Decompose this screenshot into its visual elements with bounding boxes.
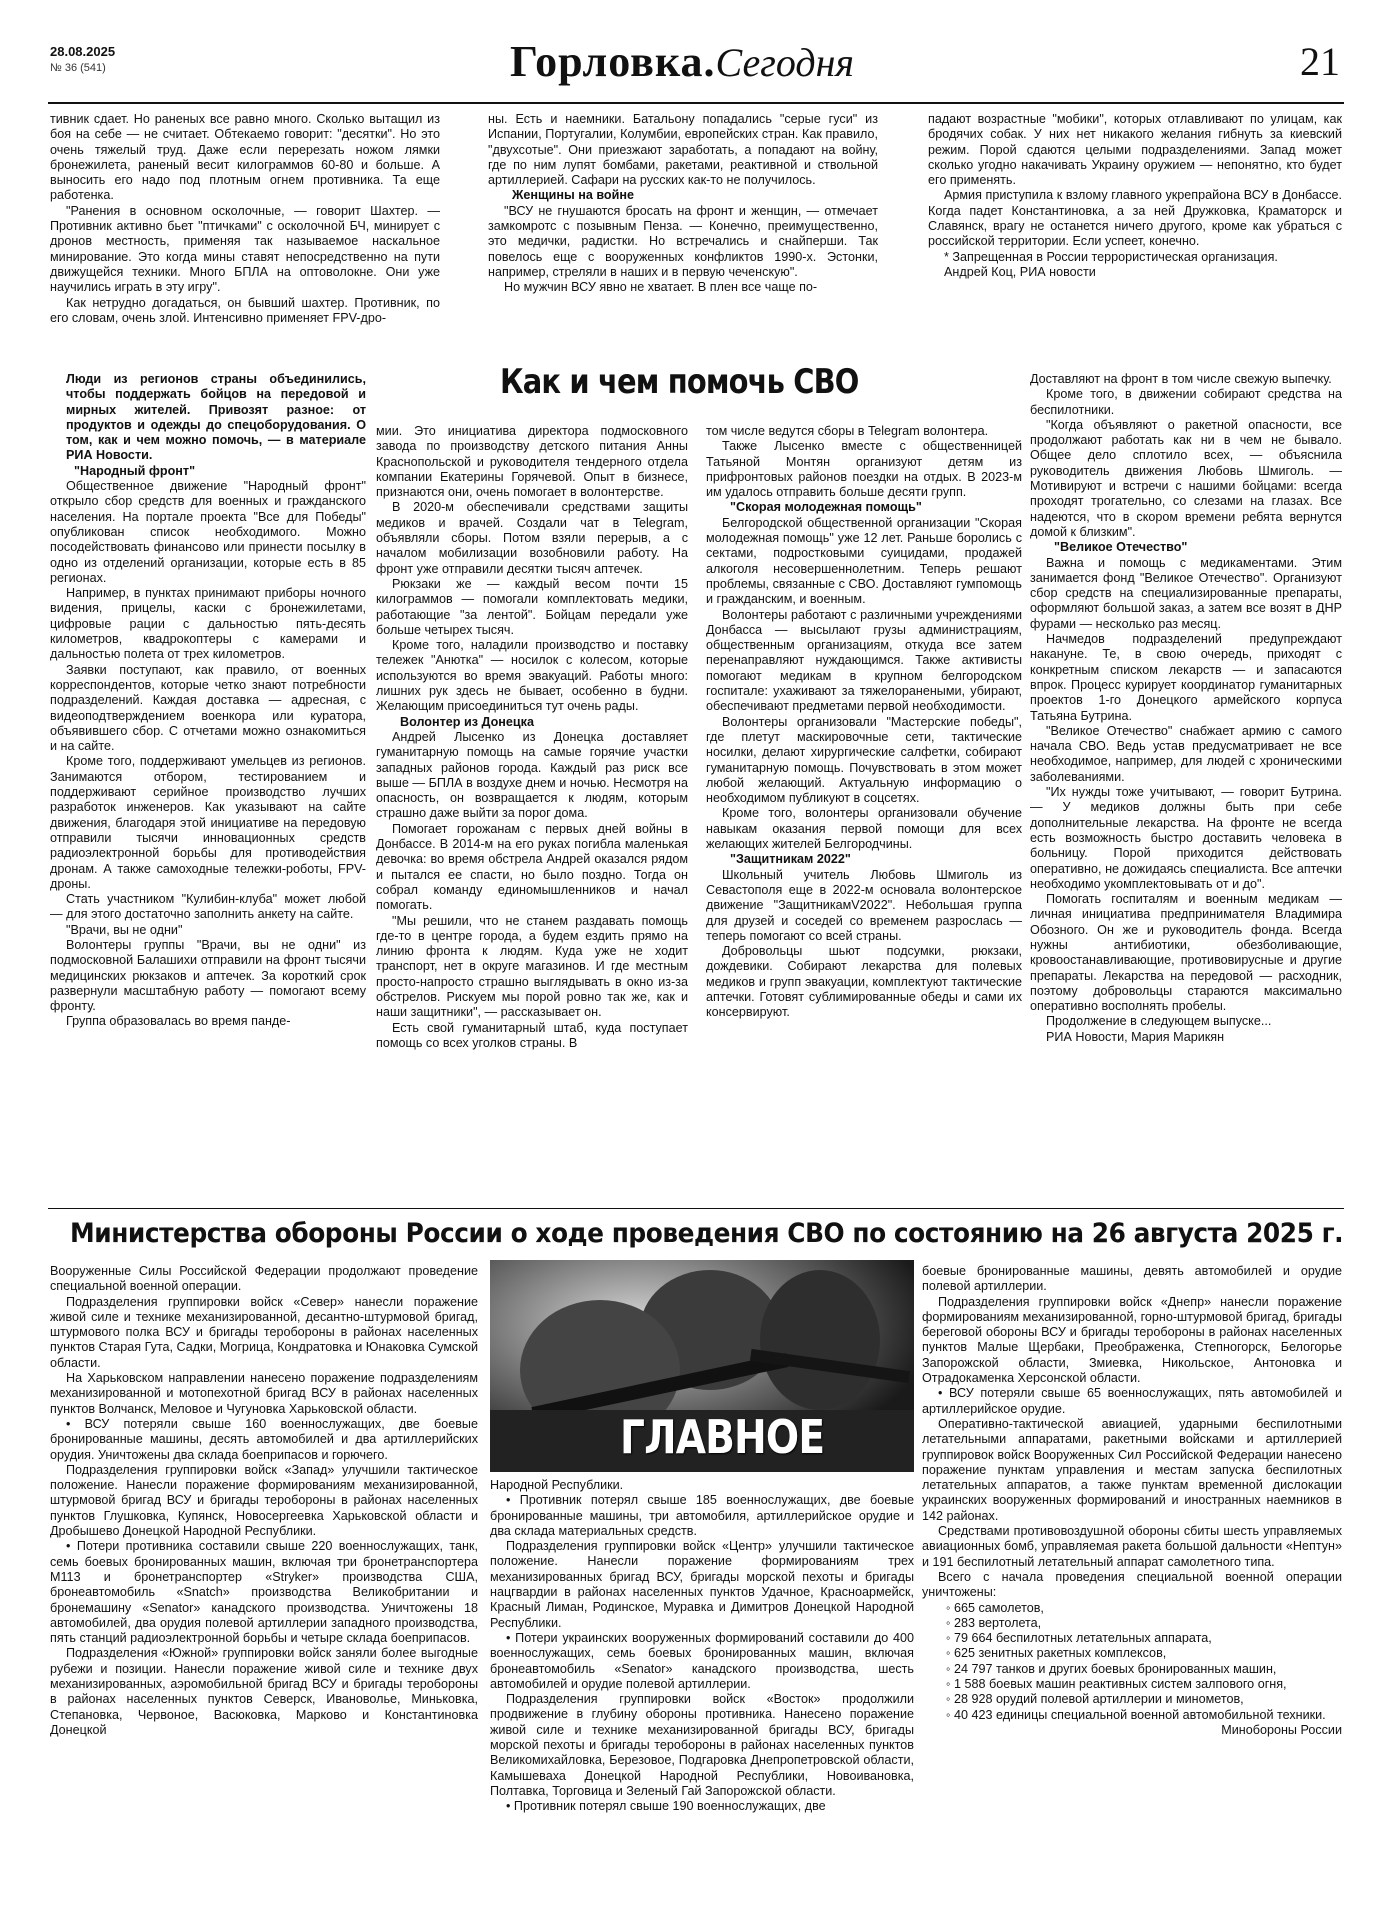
list-item: ◦ 28 928 орудий полевой артиллерии и минометов,: [946, 1692, 1244, 1707]
paragraph: "Их нужды тоже учитывают, — говорит Бутрина. — У медиков должны быть при себе дополнительные лекарства. На фронте не всегда есть возможность быстро доставить человека в больницу. Порой приходится действовать оперативно, не дожидаясь специалиста. Все аптечки необходимо укомплектовывать от и до".: [1030, 785, 1342, 891]
svo-article-column-2: [376, 424, 688, 1198]
paragraph: том числе ведутся сборы в Telegram волонтера.: [706, 424, 989, 438]
masthead-divider: [48, 102, 1344, 104]
paragraph: Помогать госпиталям и военным медикам — личная инициатива предпринимателя Владимира Обозного. Он же и руководитель фонда. Всегда нужны антибиотики, обезболивающие, кровоостанавливающие, противовирусные и другие препараты. Лекарства на передовой — расходник, поэтому добровольцы стараются максимально оперативно восполнять пробелы.: [1030, 892, 1342, 1014]
list-item: ◦ 79 664 беспилотных летательных аппарата,: [946, 1631, 1212, 1646]
paragraph: Подразделения группировки войск «Центр» улучшили тактическое положение. Нанесли поражение формированиям трех механизированных бригад ВСУ, бригады морской пехоты и бригады нацгвардии в районах населенных пунктов Удачное, Красноармейск, Красный Лиман, Родинское, Муравка и Димитров Донецкой Народной Республики.: [490, 1539, 914, 1630]
paragraph: Люди из регионов страны объединились, чтобы поддержать бойцов на передовой и мирных жителей. Привозят разное: от продуктов и одежды до спецоборудования. О том, как и чем можно помочь, — в материале РИА Новости.: [66, 372, 366, 463]
paragraph: • ВСУ потеряли свыше 65 военнослужащих, пять автомобилей и артиллерийское орудие.: [922, 1386, 1342, 1416]
mod-report-headline: Министерства обороны России о ходе проведения СВО по состоянию на 26 августа 2025 г.: [70, 1218, 1344, 1249]
subheading: "Народный фронт": [74, 463, 196, 478]
paragraph: Как нетрудно догадаться, он бывший шахтер. Противник, по его словам, очень злой. Интенсивно применяет FPV-дро-: [50, 295, 440, 325]
paragraph: • ВСУ потеряли свыше 160 военнослужащих, две боевые бронированные машины, десять автомобилей и два артиллерийских орудия. Уничтожены два склада боеприпасов и горючего.: [50, 1416, 478, 1462]
newspaper-title-main: Горловка.: [510, 37, 716, 86]
paragraph: Средствами противовоздушной обороны сбиты шесть управляемых авиационных бомб, управляемая ракета большой дальности «Нептун» и 191 беспилотный летательный аппарат самолетного типа.: [922, 1524, 1342, 1569]
paragraph: Доставляют на фронт в том числе свежую выпечку.: [1030, 372, 1332, 386]
photo-caption: ГЛАВНОЕ: [620, 1410, 825, 1464]
subheading: "Скорая молодежная помощь": [730, 500, 922, 515]
paragraph: Начмедов подразделений предупреждают накануне. Те, в свою очередь, приходят с конкретным списком лекарств — и запасаются впрок. Процесс курирует координатор гуманитарных проектов 1-го Донецкого армейского корпуса Татьяна Бутрина.: [1030, 632, 1342, 723]
paragraph: Кроме того, поддерживают умельцев из регионов. Занимаются отбором, тестированием и поддерживают серийное производство лучших разработок инженеров. Как указывают на сайте движения, благодаря этой инициативе на передовую отправили тысячи инновационных средств радиоэлектронной борьбы для противодействия дронам. А также самоходные тележки-роботы, FPV-дроны.: [50, 754, 366, 891]
paragraph: Подразделения группировки войск «Запад» улучшили тактическое положение. Нанесли поражение формированиям механизированной, штурмовой бригад ВСУ и бригады теробороны в районах населенных пунктов Глушковка, Купянск, Новосергеевка Харьковской области и Дробышево Донецкой Народной Республики.: [50, 1462, 478, 1539]
paragraph: • Потери украинских вооруженных формирований составили до 400 военнослужащих, семь боевых бронированных машин, включая бронеавтомобиль «Senator» канадского производства, шесть автомобилей и орудие полевой артиллерии.: [490, 1630, 914, 1691]
paragraph: Подразделения «Южной» группировки войск заняли более выгодные рубежи и позиции. Нанесли поражение живой силе и технике двух механизированных, аэромобильной бригад ВСУ и бригады теробороны в районах населенных пунктов Северск, Ивановолье, Миньковка, Степановка, Червоное, Васюковка, Марково и Константиновка Донецкой: [50, 1646, 478, 1737]
paragraph: Например, в пунктах принимают приборы ночного видения, прицелы, каски с бронежилетами, цифровые рации с дальностью пять-десять километров, квадрокоптеры с камерами и дальностью полета от трех километров.: [50, 586, 366, 662]
paragraph: Волонтеры группы "Врачи, вы не одни" из подмосковной Балашихи отправили на фронт тысячи медицинских рюкзаков и аптечек. За короткий срок развернули масштабную работу — помогают всему фронту.: [50, 937, 366, 1014]
paragraph: В 2020-м обеспечивали средствами защиты медиков и врачей. Создали чат в Telegram, объявляли сборы. Потом взяли перерыв, а с началом мобилизации возобновили работу. На фронт уже отправили десятки тысяч аптечек.: [376, 500, 688, 576]
list-item: ◦ 625 зенитных ракетных комплексов,: [946, 1646, 1167, 1661]
issue-number: № 36 (541): [50, 62, 106, 74]
paragraph: * Запрещенная в России террористическая организация.: [944, 249, 1278, 264]
paragraph: "Мы решили, что не станем раздавать помощь где-то в центре города, а будем ездить прямо на линию фронта к людям. Куда уже не ходит транспорт, нет в округе магазинов. И где местным просто-напросто страшно выглядывать в окно из-за обстрелов. Рискуем мы порой ровно так же, как и наши защитники", — рассказывает он.: [376, 913, 688, 1020]
paragraph: Народной Республики.: [490, 1478, 624, 1492]
paragraph: "Когда объявляют о ракетной опасности, все продолжают работать как ни в чем не бывало. Общее дело сплотило всех, — объяснила руководитель движения Любовь Шмиголь. — Мотивируют и встречи с нашими бойцами: всегда проходят трогательно, со слезами на глазах. Все надеются, что в скором времени ребята вернутся домой к близким".: [1030, 417, 1342, 539]
paragraph: Стать участником "Кулибин-клуба" может любой — для этого достаточно заполнить анкету на сайте.: [50, 892, 366, 922]
paragraph: Вооруженные Силы Российской Федерации продолжают проведение специальной военной операции.: [50, 1264, 478, 1294]
svo-help-headline: Как и чем помочь СВО: [500, 362, 859, 402]
subheading: "Защитникам 2022": [730, 852, 851, 867]
paragraph: • Потери противника составили свыше 220 военнослужащих, танк, семь боевых бронированных машин, включая три бронетранспортера M113 и бронетранспортер «Stryker» производства США, бронеавтомобиль «Snatch» производства Великобритании и бронемашину «Senator» канадского производства. Уничтожены 18 автомобилей, два орудия полевой артиллерии западного производства, пять станций радиоэлектронной борьбы и четыре склада боеприпасов.: [50, 1539, 478, 1646]
paragraph: Подразделения группировки войск «Восток» продолжили продвижение в глубину обороны противника. Нанесено поражение живой силе и технике механизированной бригады ВСУ, бригады морской пехоты и бригады теробороны в районах населенных пунктов Великомихайловка, Березовое, Подгаровка Днепропетровской области, Камышеваха Донецкой Народной Республики, Новоивановка, Полтавка, Торговица и Зеленый Гай Запорожской области.: [490, 1692, 914, 1798]
paragraph: "Ранения в основном осколочные, — говорит Шахтер. — Противник активно бьет "птичками" с осколочной БЧ, минирует с дронов местность, применяя так называемое наскальное минирование. Это когда мины ставят непосредственно на пути движущейся техники. Много БПЛА на оптоволокне. Они уже научились играть в эту игру".: [50, 203, 440, 295]
subheading: Волонтер из Донецка: [400, 714, 534, 729]
svo-article-column-3: [706, 424, 1022, 1198]
paragraph: Армия приступила к взлому главного укрепрайона ВСУ в Донбассе. Когда падет Константиновка, а за ней Дружковка, Краматорск и Славянск, врагу не останется ничего другого, кроме как убраться с российской территории. Если успеет, конечно.: [928, 188, 1342, 249]
list-item: ◦ 665 самолетов,: [946, 1600, 1044, 1615]
paragraph: Добровольцы шьют подсумки, рюкзаки, дождевики. Собирают лекарства для полевых медиков и групп эвакуации, комплектуют тактические аптечки. Готовят сублимированные обеды и сами их консервируют.: [706, 944, 1022, 1020]
paragraph: • Противник потерял свыше 185 военнослужащих, две боевые бронированные машины, три автомобиля, артиллерийское орудие и два склада материальных средств.: [490, 1493, 914, 1538]
paragraph: Волонтеры работают с различными учреждениями Донбасса — высылают грузы администрациям, общественным организациям, откуда все затем перенаправляют нуждающимся. Также активисты помогают медикам в крупном белгородском госпитале: ухаживают за тяжелоранеными, убирают, обеспечивают предметами первой необходимости.: [706, 607, 1022, 714]
paragraph: мии. Это инициатива директора подмосковного завода по производству детского питания Анны Краснопольской и руководителя тендерного отдела компании Екатерины Горячевой. Опыт в бизнесе, признаются они, очень помогает в волонтерстве.: [376, 424, 688, 500]
paragraph: "Великое Отечество" снабжает армию с самого начала СВО. Ведь устав предусматривает не все необходимое, например, для людей с хроническими заболеваниями.: [1030, 723, 1342, 784]
paragraph: Есть свой гуманитарный штаб, куда поступает помощь со всех уголков страны. В: [376, 1020, 688, 1050]
paragraph: Но мужчин ВСУ явно не хватает. В плен все чаще по-: [504, 280, 818, 295]
paragraph: Кроме того, волонтеры организовали обучение навыкам оказания первой помощи для всех желающих жителей Белгородчины.: [706, 806, 1022, 852]
paragraph: Белгородской общественной организации "Скорая молодежная помощь" уже 12 лет. Раньше боролись с сектами, подростковыми суицидами, продажей алкоголя несовершеннолетним. Теперь решают проблемы, связанные с СВО. Доставляют гумпомощь и гражданским, и военным.: [706, 515, 1022, 607]
paragraph: Андрей Коц, РИА новости: [944, 264, 1096, 279]
paragraph: боевые бронированные машины, девять автомобилей и орудие полевой артиллерии.: [922, 1264, 1342, 1294]
mod-report-column-3: [922, 1264, 1342, 1920]
paragraph: Заявки поступают, как правило, от военных корреспондентов, которые четко знают потребности подразделений. Каждая доставка — адресная, с видеоподтверждением военкора или куратора, объявившего сбор. С отчетами можно ознакомиться и на сайте.: [50, 662, 366, 754]
paragraph: Всего с начала проведения специальной военной операции уничтожены:: [922, 1569, 1342, 1600]
paragraph: "ВСУ не гнушаются бросать на фронт и женщин, — отмечает замкомротс с позывным Пенза. — Конечно, преимущественно, это медички, радистки. Но встречались и снайперши. Так повелось еще с вооруженных конфликтов 1990-х. Эстонки, например, стреляли в наших и в первую чеченскую".: [488, 203, 878, 279]
list-item: ◦ 1 588 боевых машин реактивных систем залпового огня,: [946, 1677, 1287, 1692]
paragraph: Важна и помощь с медикаментами. Этим занимается фонд "Великое Отечество". Организуют сбор средств на специализированные препараты, оформляют большой заказ, а затем все возят в ДНР фурами — несколько раз месяц.: [1030, 555, 1342, 631]
newspaper-title-sub: Сегодня: [715, 40, 855, 85]
paragraph: падают возрастные "мобики", которых отлавливают по улицам, как бродячих собак. У них нет никакого желания гибнуть за киевский режим. Порой сдаются целыми подразделениями. Запад может сколько угодно накачивать Украину оружием — непонятно, кто будет его применять.: [928, 112, 1342, 188]
mod-report-column-1: [50, 1264, 478, 1920]
paragraph: тивник сдает. Но раненых все равно много. Сколько вытащил из боя на себе — не считает. Обтекаемо говорит: "десятки". Но это очень тяжелый труд. Даже если перерезать ножом лямки бронежилета, раненый весит килограммов 60-80 и больше. А выносить его надо под плотным огнем противника. Та еще работенка.: [50, 112, 440, 203]
paragraph: "Врачи, вы не одни": [66, 922, 183, 937]
paragraph: • Противник потерял свыше 190 военнослужащих, две: [506, 1799, 826, 1814]
svo-article-column-4: [1030, 372, 1342, 1198]
section-divider: [48, 1208, 1344, 1209]
paragraph: Волонтеры организовали "Мастерские победы", где плетут маскировочные сети, тактические носилки, делают хирургические салфетки, собирают гуманитарную помощь. Почувствовать в этом может любой желающий. Актуальную информацию о необходимом публикуют в соцсетях.: [706, 714, 1022, 806]
paragraph: Рюкзаки же — каждый весом почти 15 килограммов — помогали комплектовать медики, работающие "за лентой". Бойцам передали уже больше четырех тысяч.: [376, 576, 688, 637]
top-article-column-1: [50, 112, 440, 362]
soldiers-photo: [490, 1260, 914, 1472]
page-number: 21: [1300, 39, 1340, 84]
paragraph: Также Лысенко вместе с общественницей Татьяной Монтян организуют детям из прифронтовых районов поездки на отдых. В 2023-м им удалось отправить больше десяти групп.: [706, 439, 1022, 500]
issue-date: 28.08.2025: [50, 44, 116, 59]
subheading: Женщины на войне: [512, 188, 634, 203]
paragraph: Помогает горожанам с первых дней войны в Донбассе. В 2014-м на его руках погибла маленькая девочка: во время обстрела Андрей оказался рядом и пытался ее спасти, но было поздно. Тогда он собрал команду единомышленников и начал помогать.: [376, 821, 688, 913]
paragraph: Оперативно-тактической авиацией, ударными беспилотными летательными аппаратами, ракетными войсками и артиллерией группировок войск Вооруженных Сил Российской Федерации нанесено поражение пунктам управления и местам запуска беспилотных летательных аппаратов, а также пунктам временной дислокации украинских вооруженных формирований и иностранных наемников в 142 районах.: [922, 1416, 1342, 1523]
svo-article-column-1: [50, 372, 366, 1198]
mod-report-column-2: [490, 1478, 914, 1918]
paragraph: Подразделения группировки войск «Днепр» нанесли поражение формированиям механизированной, горно-штурмовой бригад, бригады береговой обороны ВСУ и бригады теробороны в районах населенных пунктов Малые Щербаки, Преображенка, Степногорск, Белогорье Запорожской области, Змиевка, Никольское, Антоновка и Отрадокаменка Херсонской области.: [922, 1294, 1342, 1386]
paragraph: Андрей Лысенко из Донецка доставляет гуманитарную помощь на самые горячие участки западных районов города. Каждый раз риск все выше — БПЛА в воздухе днем и ночью. Несмотря на опасность, он возвращается к людям, которым страшно даже выйти за порог дома.: [376, 729, 688, 821]
paragraph: Общественное движение "Народный фронт" открыло сбор средств для военных и гражданского населения. На портале проекта "Все для Победы" опубликован список необходимого. Можно посодействовать финансово или принести посылку в одно из отделений организации, которые есть в 85 регионах.: [50, 479, 366, 585]
list-item: ◦ 283 вертолета,: [946, 1615, 1042, 1630]
subheading: "Великое Отечество": [1054, 540, 1188, 555]
paragraph: ны. Есть и наемники. Батальону попадались "серые гуси" из Испании, Португалии, Колумбии, европейских стран. Как правило, "двухсотые". Они приезжают заработать, а попадают на войну, где по ним лупят бомбами, ракетами, реактивной и ствольной артиллерией. Сафари на русских как-то не получилось.: [488, 112, 878, 188]
paragraph: Кроме того, наладили производство и поставку тележек "Анютка" — носилок с колесом, которые используются во время эвакуаций. Работы много: лишних рук здесь не бывает, особенно в будни. Желающим присоединиться тут очень рады.: [376, 638, 688, 714]
paragraph: На Харьковском направлении нанесено поражение подразделениям механизированной и мотопехотной бригад ВСУ в районах населенных пунктов Волчанск, Меловое и Чугуновка Харьковской области.: [50, 1371, 478, 1416]
paragraph: Кроме того, в движении собирают средства на беспилотники.: [1030, 387, 1342, 417]
top-article-column-3: [928, 112, 1342, 342]
newspaper-title: [510, 37, 855, 86]
paragraph: Группа образовалась во время панде-: [66, 1014, 291, 1029]
paragraph: РИА Новости, Мария Марикян: [1046, 1029, 1225, 1044]
list-item: ◦ 40 423 единицы специальной военной автомобильной техники.: [946, 1707, 1326, 1722]
paragraph: Подразделения группировки войск «Север» нанесли поражение живой силе и технике механизированной, десантно-штурмовой бригад, штурмового полка ВСУ и бригады теробороны в районах населенных пунктов Старая Гута, Садки, Могрица, Кондратовка и Юнаковка Сумской области.: [50, 1294, 478, 1370]
paragraph: Школьный учитель Любовь Шмиголь из Севастополя еще в 2022-м основала волонтерское движение "ЗащитникамV2022". Небольшая группа для друзей и соседей со временем разрослась — теперь помогают со всей страны.: [706, 867, 1022, 943]
top-article-column-2: [488, 112, 878, 362]
list-item: ◦ 24 797 танков и других боевых бронированных машин,: [946, 1661, 1277, 1676]
paragraph: Продолжение в следующем выпуске...: [1046, 1014, 1272, 1029]
paragraph: Минобороны России: [1221, 1722, 1342, 1737]
